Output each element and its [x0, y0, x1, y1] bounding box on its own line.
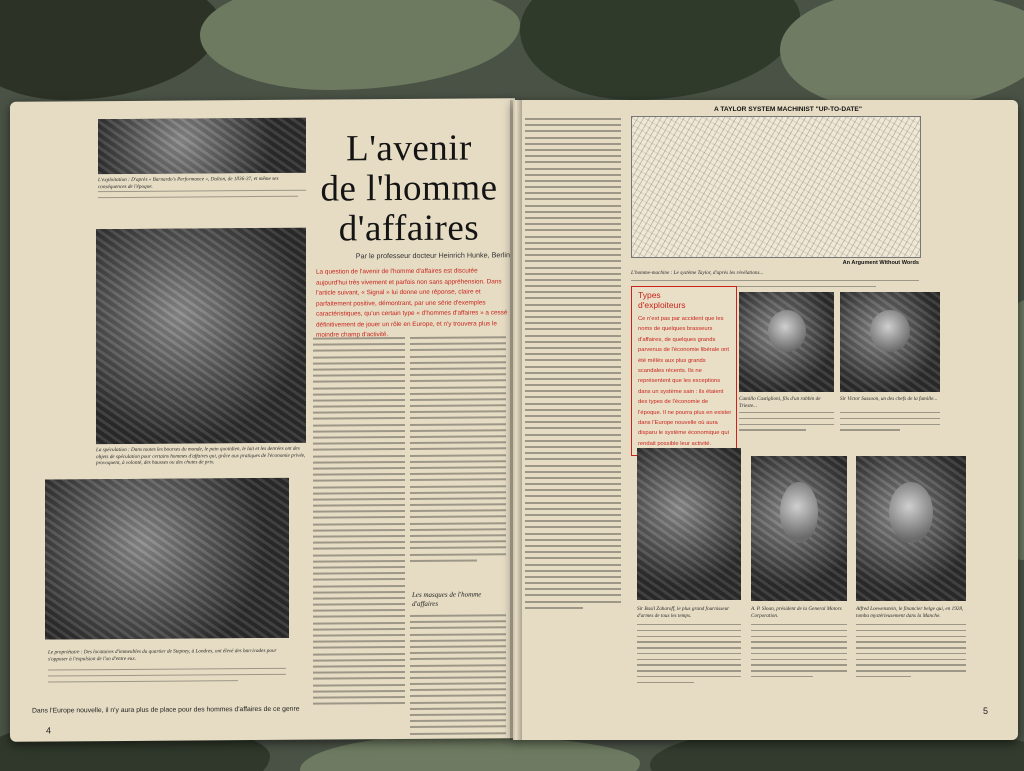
magazine-spine — [510, 100, 522, 740]
body-column-2 — [410, 336, 506, 566]
cartoon-caption: L'homme-machine : Le système Taylor, d'après les révélations... — [631, 270, 764, 276]
box-title-line-1: Types — [638, 290, 661, 300]
caption-lines-bottom — [48, 668, 286, 688]
portrait-caption-lines-2 — [840, 412, 940, 435]
title-line-2: de l'homme — [320, 167, 498, 210]
portrait-loewenstein — [856, 456, 966, 601]
box-text: Ce n'est pas par accident que les noms de quelques brasseurs d'affaires, de quelques grands parvenus de l'économie libérale ont été mêlés aux plus grands scandales récents. Ils ne représentent que les exceptions dans un système sain : ils étaient des types de l'économie de l'époque. Il ne pourra plus en exister dans l'Europe nouvelle où aura disparu le système économique qui rendait possible leur activité. — [638, 316, 732, 447]
body-column-right-1 — [525, 118, 621, 613]
box-title-line-2: d'exploiteurs — [638, 300, 686, 310]
portrait-caption-lines-4 — [751, 624, 847, 682]
portrait-castiglioni — [739, 292, 834, 392]
byline: Par le professeur docteur Heinrich Hunke, Berlin — [355, 250, 510, 261]
portrait-caption-lines-1 — [739, 412, 834, 435]
caption-zaharoff: Sir Basil Zaharoff, le plus grand fournisseur d'armes de tous les temps. — [637, 606, 730, 619]
engraving-photo — [98, 118, 306, 174]
caption-lines-top — [98, 190, 306, 203]
title-line-1: L'avenir — [346, 127, 472, 170]
magazine-spread — [10, 100, 1020, 750]
article-title — [314, 128, 504, 249]
caption-speculation: La spéculation : Dans toutes les bourses du monde, le pain quotidien, le lait et les denrées ont des objets de spéculation pour certains hommes d'affaires qui, grâce aux pratiques de l'économie privée, provoquent, à volonté, des hausses ou des chutes de prix. — [96, 445, 306, 467]
barricade-photo — [45, 478, 289, 640]
page-number-right: 5 — [983, 706, 989, 716]
portrait-sassoon — [840, 292, 940, 392]
portrait-caption-lines-5 — [856, 624, 966, 682]
body-column-2b — [410, 614, 506, 738]
caption-landlord: Le propriétaire : Des locataires d'immeubles du quartier de Stepney, à Londres, ont élevé des barricades pour s'opposer à l'expulsion de l'un d'entre eux. — [48, 647, 277, 663]
right-page — [513, 100, 1018, 740]
cartoon-title: A TAYLOR SYSTEM MACHINIST "UP-TO-DATE" — [714, 106, 862, 113]
caption-exploitation: L'exploitation : D'après « Barnardo's Performance », Dalton, de 1836-37, et même ses conséquences de l'époque. — [98, 175, 279, 190]
caption-sassoon: Sir Victor Sassoon, un des chefs de la famille... — [840, 396, 938, 402]
subhead-masks: Les masques de l'homme d'affaires — [412, 590, 482, 608]
body-column-1 — [313, 337, 405, 709]
portrait-zaharoff — [637, 448, 741, 600]
left-page — [10, 98, 515, 742]
cartoon-subtitle: An Argument Without Words — [842, 260, 919, 266]
box-title — [638, 290, 734, 310]
page-footer: Dans l'Europe nouvelle, il n'y aura plus de place pour des hommes d'affaires de ce genre — [32, 705, 300, 715]
caption-loewenstein: Alfred Loewenstein, le financier belge qui, en 1928, tomba mystérieusement dans la Manche. — [856, 606, 964, 619]
stock-exchange-photo — [96, 228, 306, 444]
caption-sloan: A. P. Sloan, président de la General Motors Corporation. — [751, 606, 842, 619]
portrait-caption-lines-3 — [637, 624, 741, 688]
lead-paragraph: La question de l'avenir de l'homme d'affaires est discutée aujourd'hui très vivement et parfois non sans appréhension. Dans l'article suivant, « Signal » lui donne une réponse, claire et parfaitement positive, démontrant, par une série d'exemples caractéristiques, qu'un certain type « d'hommes d'affaires » a cessé définitivement de jouer un rôle en Europe, et n'y trouvera plus le moindre champ d'activité. — [316, 267, 508, 339]
caption-castiglioni: Camillo Castiglioni, fils d'un rabbin de Trieste... — [739, 396, 821, 409]
taylor-cartoon — [631, 116, 921, 258]
title-line-3: d'affaires — [338, 207, 480, 250]
page-number-left: 4 — [46, 725, 52, 736]
portrait-sloan — [751, 456, 847, 601]
